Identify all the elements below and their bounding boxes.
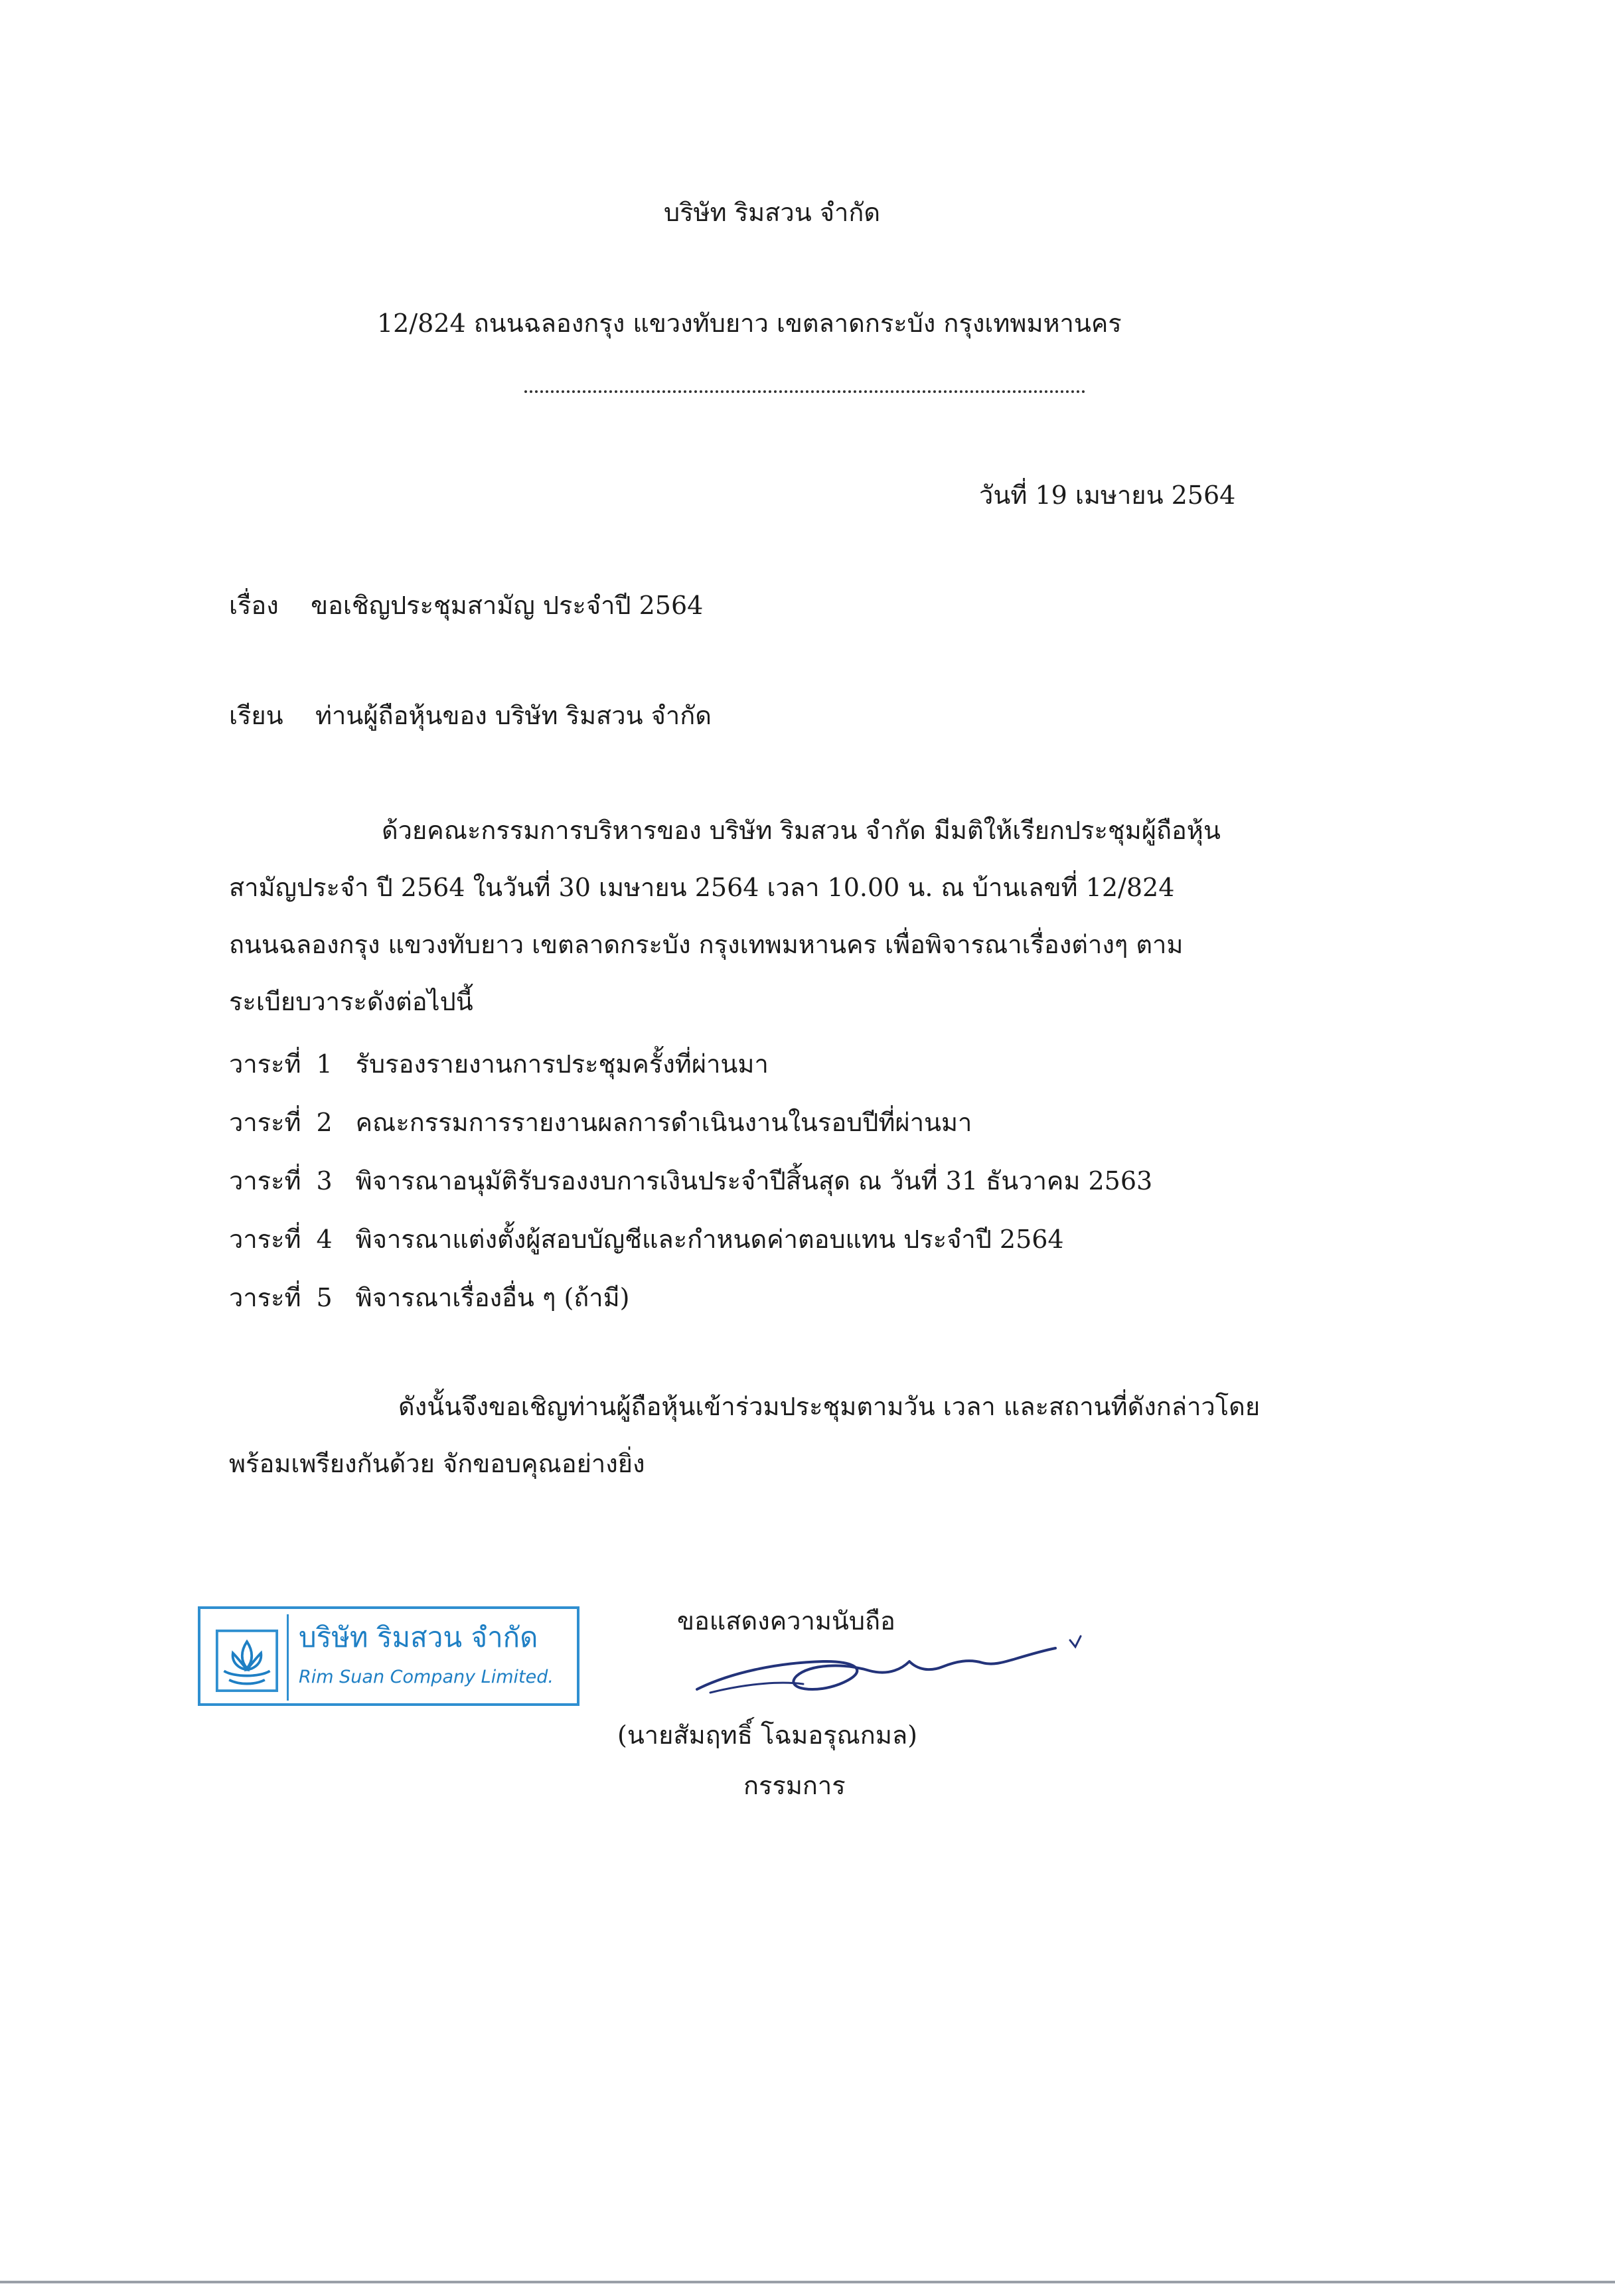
page-bottom-edge: [0, 2281, 1615, 2283]
agenda-item: [229, 1277, 629, 1318]
agenda-number: 1: [316, 1049, 333, 1079]
handwritten-signature: [670, 1610, 1095, 1716]
agenda-text: พิจารณาเรื่องอื่น ๆ (ถ้ามี): [355, 1283, 630, 1312]
stamp-thai-name: บริษัท ริมสวน จำกัด: [299, 1621, 538, 1653]
body-paragraph-1-line-4: ระเบียบวาระดังต่อไปนี้: [229, 987, 473, 1016]
company-stamp: [198, 1606, 579, 1706]
salutation-text: ท่านผู้ถือหุ้นของ บริษัท ริมสวน จำกัด: [315, 701, 712, 730]
letter-date: วันที่ 19 เมษายน 2564: [979, 481, 1236, 510]
agenda-number: 4: [316, 1225, 333, 1254]
company-address: 12/824 ถนนฉลองกรุง แขวงทับยาว เขตลาดกระบัง กรุงเทพมหานคร: [377, 309, 1122, 338]
subject-line: [229, 589, 703, 621]
agenda-label: วาระที่: [229, 1108, 301, 1137]
dotted-divider: [524, 390, 1085, 393]
salutation-label: เรียน: [229, 701, 283, 730]
agenda-text: รับรองรายงานการประชุมครั้งที่ผ่านมา: [355, 1049, 769, 1079]
stamp-divider: [287, 1614, 289, 1701]
agenda-text: พิจารณาอนุมัติรับรองงบการเงินประจำปีสิ้นสุด ณ วันที่ 31 ธันวาคม 2563: [355, 1166, 1153, 1195]
agenda-number: 3: [316, 1166, 333, 1195]
body-paragraph-1-line-1: ด้วยคณะกรรมการบริหารของ บริษัท ริมสวน จำกัด มีมติให้เรียกประชุมผู้ถือหุ้น: [382, 816, 1221, 845]
company-name: บริษัท ริมสวน จำกัด: [664, 198, 881, 227]
body-paragraph-2-line-2: พร้อมเพรียงกันด้วย จักขอบคุณอย่างยิ่ง: [229, 1449, 645, 1478]
body-paragraph-1-line-3: ถนนฉลองกรุง แขวงทับยาว เขตลาดกระบัง กรุงเทพมหานคร เพื่อพิจารณาเรื่องต่างๆ ตาม: [229, 930, 1184, 959]
signer-name: (นายสัมฤทธิ์ โฉมอรุณกมล): [617, 1721, 917, 1750]
agenda-number: 2: [316, 1108, 333, 1137]
agenda-label: วาระที่: [229, 1225, 301, 1254]
agenda-item: [229, 1102, 972, 1142]
agenda-item: [229, 1160, 1152, 1201]
agenda-label: วาระที่: [229, 1283, 301, 1312]
agenda-text: พิจารณาแต่งตั้งผู้สอบบัญชีและกำหนดค่าตอบแทน ประจำปี 2564: [355, 1225, 1064, 1254]
subject-text: ขอเชิญประชุมสามัญ ประจำปี 2564: [311, 591, 704, 620]
agenda-label: วาระที่: [229, 1049, 301, 1079]
agenda-item: [229, 1219, 1064, 1259]
body-paragraph-2-line-1: ดังนั้นจึงขอเชิญท่านผู้ถือหุ้นเข้าร่วมประชุมตามวัน เวลา และสถานที่ดังกล่าวโดย: [398, 1392, 1261, 1421]
agenda-item: [229, 1043, 769, 1084]
agenda-number: 5: [316, 1283, 333, 1312]
lotus-logo-icon: [215, 1629, 279, 1693]
subject-label: เรื่อง: [229, 591, 279, 620]
closing-phrase: ขอแสดงความนับถือ: [677, 1606, 895, 1636]
agenda-label: วาระที่: [229, 1166, 301, 1195]
stamp-english-name: Rim Suan Company Limited.: [299, 1667, 554, 1687]
signer-title: กรรมการ: [743, 1771, 846, 1800]
body-paragraph-1-line-2: สามัญประจำ ปี 2564 ในวันที่ 30 เมษายน 2564 เวลา 10.00 น. ณ บ้านเลขที่ 12/824: [229, 873, 1175, 902]
agenda-text: คณะกรรมการรายงานผลการดำเนินงานในรอบปีที่ผ่านมา: [355, 1108, 972, 1137]
salutation-line: [229, 700, 712, 731]
